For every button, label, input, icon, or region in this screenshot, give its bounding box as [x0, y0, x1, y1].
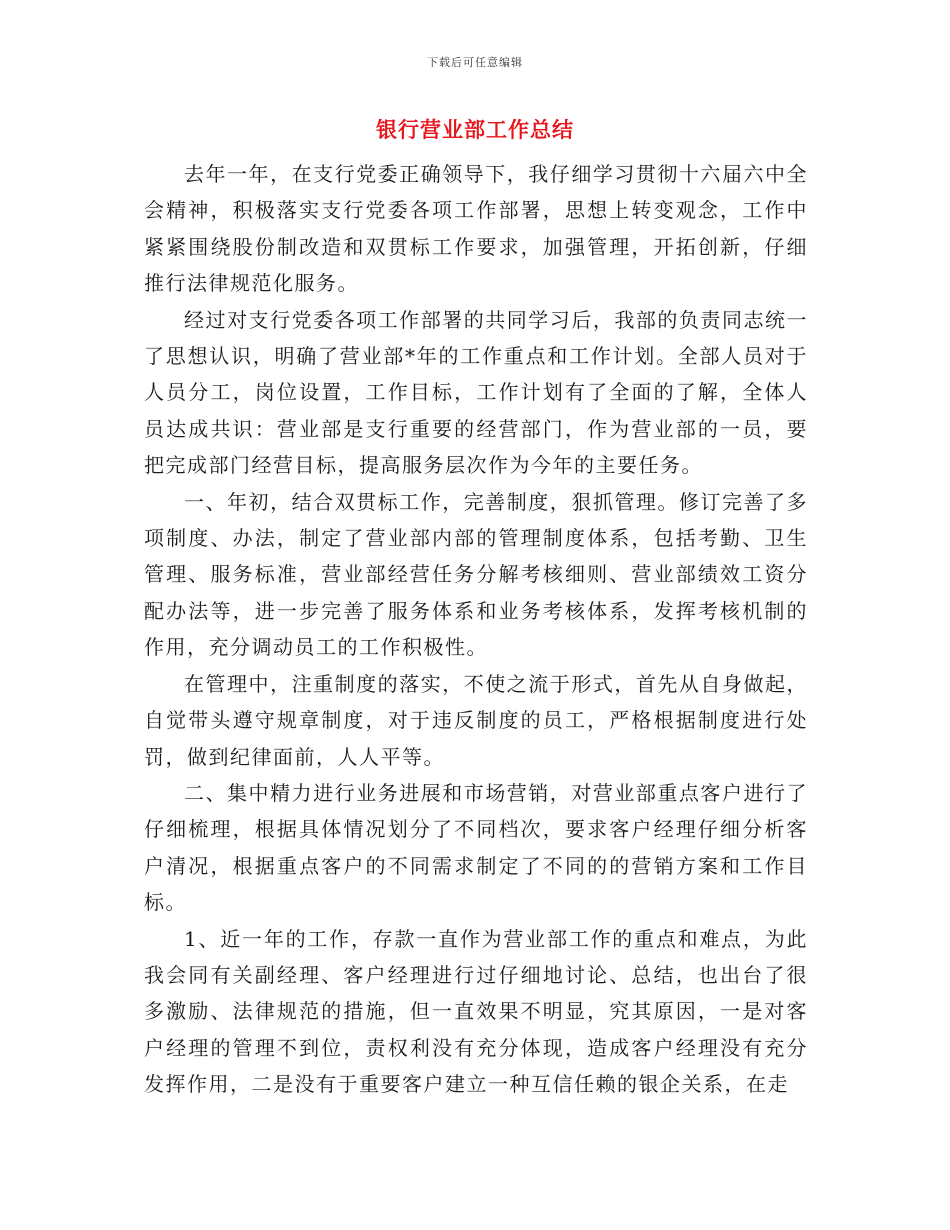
- paragraph-5: 二、集中精力进行业务进展和市场营销，对营业部重点客户进行了仔细梳理，根据具体情况划分了不同档次，要求客户经理仔细分析客户清况，根据重点客户的不同需求制定了不同的的营销方案和工作目标。: [144, 780, 808, 915]
- paragraph-4: 在管理中，注重制度的落实，不使之流于形式，首先从自身做起，自觉带头遵守规章制度，对于违反制度的员工，严格根据制度进行处罚，做到纪律面前，人人平等。: [144, 671, 808, 769]
- header-note: 下载后可任意编辑: [427, 56, 523, 69]
- document-title: 银行营业部工作总结: [376, 117, 574, 142]
- paragraph-1: 去年一年，在支行党委正确领导下，我仔细学习贯彻十六届六中全会精神，积极落实支行党委各项工作部署，思想上转变观念，工作中紧紧围绕股份制改造和双贯标工作要求，加强管理，开拓创新，仔细推行法律规范化服务。: [144, 162, 808, 296]
- paragraph-2: 经过对支行党委各项工作部署的共同学习后，我部的负责同志统一了思想认识，明确了营业部*年的工作重点和工作计划。全部人员对于人员分工，岗位设置，工作目标，工作计划有了全面的了解，全体人员达成共识：营业部是支行重要的经营部门，作为营业部的一员，要把完成部门经营目标，提高服务层次作为今年的主要任务。: [144, 307, 808, 478]
- paragraph-3: 一、年初，结合双贯标工作，完善制度，狠抓管理。修订完善了多项制度、办法，制定了营业部内部的管理制度体系，包括考勤、卫生管理、服务标准，营业部经营任务分解考核细则、营业部绩效工资分配办法等，进一步完善了服务体系和业务考核体系，发挥考核机制的作用，充分调动员工的工作积极性。: [144, 489, 808, 660]
- document-body: [144, 156, 808, 1103]
- paragraph-6: 1、近一年的工作，存款一直作为营业部工作的重点和难点，为此我会同有关副经理、客户经理进行过仔细地讨论、总结，也出台了很多激励、法律规范的措施，但一直效果不明显，究其原因，一是对客户经理的管理不到位，责权利没有充分体现，造成客户经理没有充分发挥作用，二是没有于重要客户建立一种互信任赖的银企关系，在走: [144, 926, 808, 1097]
